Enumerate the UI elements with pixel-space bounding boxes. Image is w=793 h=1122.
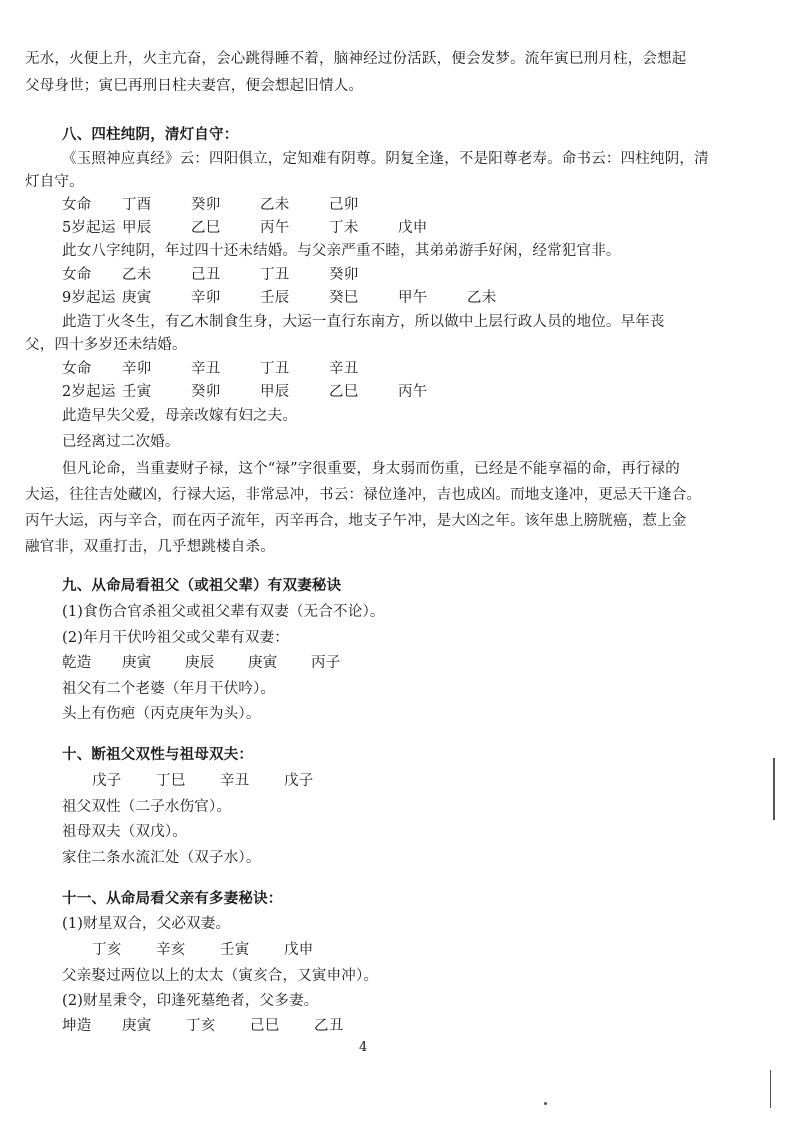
bazi-row: 乾造 庚寅 庚辰 庚寅 丙子 — [62, 655, 341, 671]
body-line: 此造丁火冬生，有乙木制食生身，大运一直行东南方，所以做中上层行政人员的地位。早年丧 — [62, 314, 665, 330]
body-line: 无水，火便上升，火主亢奋，会心跳得睡不着，脑神经过份活跃，便会发梦。流年寅巳刑月柱，会想起 — [25, 51, 687, 67]
bazi-row: 女命 辛卯 辛丑 丁丑 辛丑 — [62, 361, 359, 377]
body-line: 祖父有二个老婆（年月干伏吟）。 — [62, 681, 276, 697]
body-line: (2)年月干伏吟祖父或父辈有双妻： — [62, 630, 289, 646]
body-line: 祖父双性（二子水伤官）。 — [62, 799, 232, 815]
body-line: (1)财星双合，父必双妻。 — [62, 916, 231, 932]
bazi-row: 丁亥 辛亥 壬寅 戊申 — [92, 942, 314, 958]
body-line: 祖母双夫（双戊）。 — [62, 824, 188, 840]
body-line: 融官非，双重打击，几乎想跳楼自杀。 — [25, 539, 275, 555]
body-line: 父，四十多岁还未结婚。 — [25, 337, 187, 353]
section-heading-8: 八、四柱纯阴，清灯自守： — [62, 127, 239, 143]
bazi-row: 戊子 丁巳 辛丑 戊子 — [92, 773, 314, 789]
bazi-row: 女命 乙未 己丑 丁丑 癸卯 — [62, 267, 359, 283]
body-line: 此造早失父爱，母亲改嫁有妇之夫。 — [62, 408, 298, 424]
body-line: 大运，往往吉处藏凶，行禄大运，非常忌冲，书云：禄位逢冲，吉也成凶。而地支逢冲，更忌天干逢合。 — [25, 487, 702, 503]
bazi-row: 女命 丁酉 癸卯 乙未 己卯 — [62, 197, 359, 213]
dayun-row: 9岁起运 庚寅 辛卯 壬辰 癸巳 甲午 乙未 — [62, 290, 497, 306]
body-line: 此女八字纯阴，年过四十还未结婚。与父亲严重不睦，其弟弟游手好闲，经常犯官非。 — [62, 243, 621, 259]
page-number: 4 — [359, 1040, 368, 1055]
body-line: 父亲娶过两位以上的太太（寅亥合，又寅申冲）。 — [62, 968, 379, 984]
body-line: (1)食伤合官杀祖父或祖父辈有双妻（无合不论）。 — [62, 604, 385, 620]
scan-mark — [773, 758, 775, 820]
section-heading-11: 十一、从命局看父亲有多妻秘诀： — [62, 891, 283, 907]
body-line: 头上有伤疤（丙克庚年为头）。 — [62, 706, 261, 722]
section-heading-9: 九、从命局看祖父（或祖父辈）有双妻秘诀 — [62, 578, 342, 594]
body-line: 丙午大运，丙与辛合，而在丙子流年，丙辛再合，地支子午冲，是大凶之年。该年患上膀胱癌，惹上金 — [25, 513, 687, 529]
body-line: (2)财星秉令，印逢死墓绝者，父多妻。 — [62, 993, 319, 1009]
body-line: 已经离过二次婚。 — [62, 434, 180, 450]
dayun-row: 5岁起运 甲辰 乙巳 丙午 丁未 戊申 — [62, 220, 428, 236]
section-heading-10: 十、断祖父双性与祖母双夫： — [62, 747, 254, 763]
body-line: 家住二条水流汇处（双子水）。 — [62, 850, 261, 866]
body-line: 但凡论命，当重妻财子禄，这个“禄”字很重要，身太弱而伤重，已经是不能享福的命，再行禄的 — [62, 461, 680, 477]
body-line: 《玉照神应真经》云：四阳俱立，定知难有阴尊。阴复全逢，不是阳尊老寿。命书云：四柱纯阴，清 — [62, 151, 709, 167]
scan-dot — [544, 1102, 547, 1105]
scan-mark — [770, 1070, 771, 1108]
body-line: 父母身世；寅巳再刑日柱夫妻宫，便会想起旧情人。 — [25, 78, 364, 94]
dayun-row: 2岁起运 壬寅 癸卯 甲辰 乙巳 丙午 — [62, 384, 428, 400]
body-line: 灯自守。 — [25, 174, 84, 190]
bazi-row: 坤造 庚寅 丁亥 己巳 乙丑 — [62, 1018, 344, 1034]
